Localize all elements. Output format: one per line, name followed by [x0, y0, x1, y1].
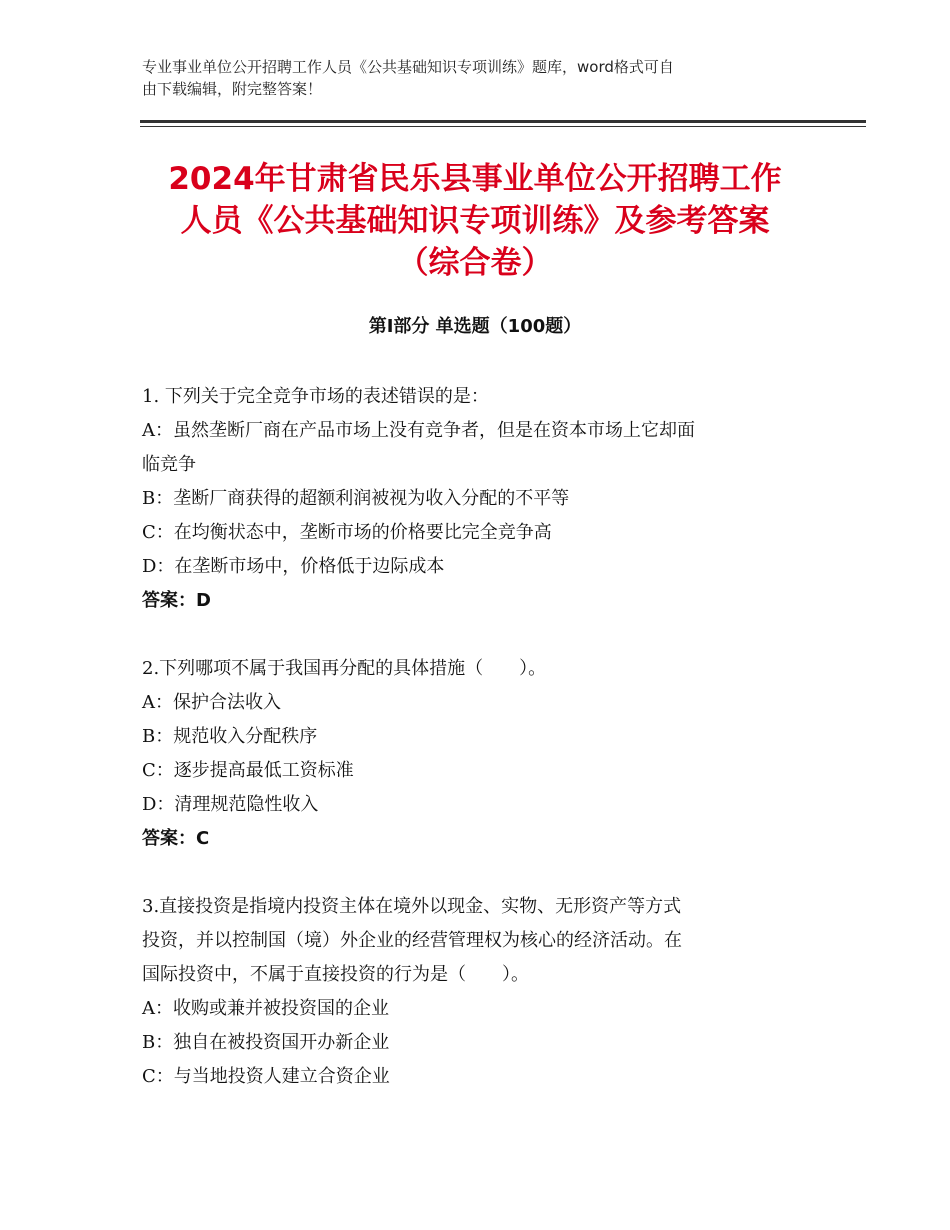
question-3: [142, 890, 812, 1094]
question-text: 2.下列哪项不属于我国再分配的具体措施（ ）。: [142, 658, 547, 679]
title-line: （综合卷）: [397, 245, 553, 281]
header-divider-thick: [140, 120, 866, 123]
question-text: 1. 下列关于完全竞争市场的表述错误的是：: [142, 386, 489, 407]
question-list: [142, 380, 812, 1128]
question-2: [142, 652, 812, 856]
option-c: C：逐步提高最低工资标准: [142, 760, 354, 781]
option-d: D：在垄断市场中，价格低于边际成本: [142, 556, 445, 577]
header-divider-thin: [140, 126, 866, 127]
question-text: 3.直接投资是指境内投资主体在境外以现金、实物、无形资产等方式: [142, 896, 682, 917]
option-a: A：保护合法收入: [142, 692, 281, 713]
option-b: B：垄断厂商获得的超额利润被视为收入分配的不平等: [142, 488, 570, 509]
option-d: D：清理规范隐性收入: [142, 794, 319, 815]
question-1: [142, 380, 812, 618]
answer-label: 答案：D: [142, 590, 211, 611]
answer-label: 答案：C: [142, 828, 210, 849]
section-heading: 第Ⅰ部分 单选题（100题）: [368, 316, 582, 337]
option-c: C：与当地投资人建立合资企业: [142, 1066, 390, 1087]
header-note-line: 专业事业单位公开招聘工作人员《公共基础知识专项训练》题库，word格式可自: [142, 58, 674, 76]
document-title: [120, 158, 830, 284]
option-a: A：收购或兼并被投资国的企业: [142, 998, 389, 1019]
question-text: 投资，并以控制国（境）外企业的经营管理权为核心的经济活动。在: [142, 930, 682, 951]
option-b: B：独自在被投资国开办新企业: [142, 1032, 390, 1053]
header-note: [142, 56, 822, 100]
option-a-continued: 临竞争: [142, 454, 196, 475]
question-text: 国际投资中，不属于直接投资的行为是（ ）。: [142, 964, 529, 985]
option-c: C：在均衡状态中，垄断市场的价格要比完全竞争高: [142, 522, 552, 543]
header-note-line: 由下载编辑，附完整答案！: [142, 80, 323, 98]
title-line: 2024年甘肃省民乐县事业单位公开招聘工作: [168, 161, 782, 197]
title-line: 人员《公共基础知识专项训练》及参考答案: [180, 203, 770, 239]
option-b: B：规范收入分配秩序: [142, 726, 318, 747]
option-a: A：虽然垄断厂商在产品市场上没有竞争者，但是在资本市场上它却面: [142, 420, 695, 441]
